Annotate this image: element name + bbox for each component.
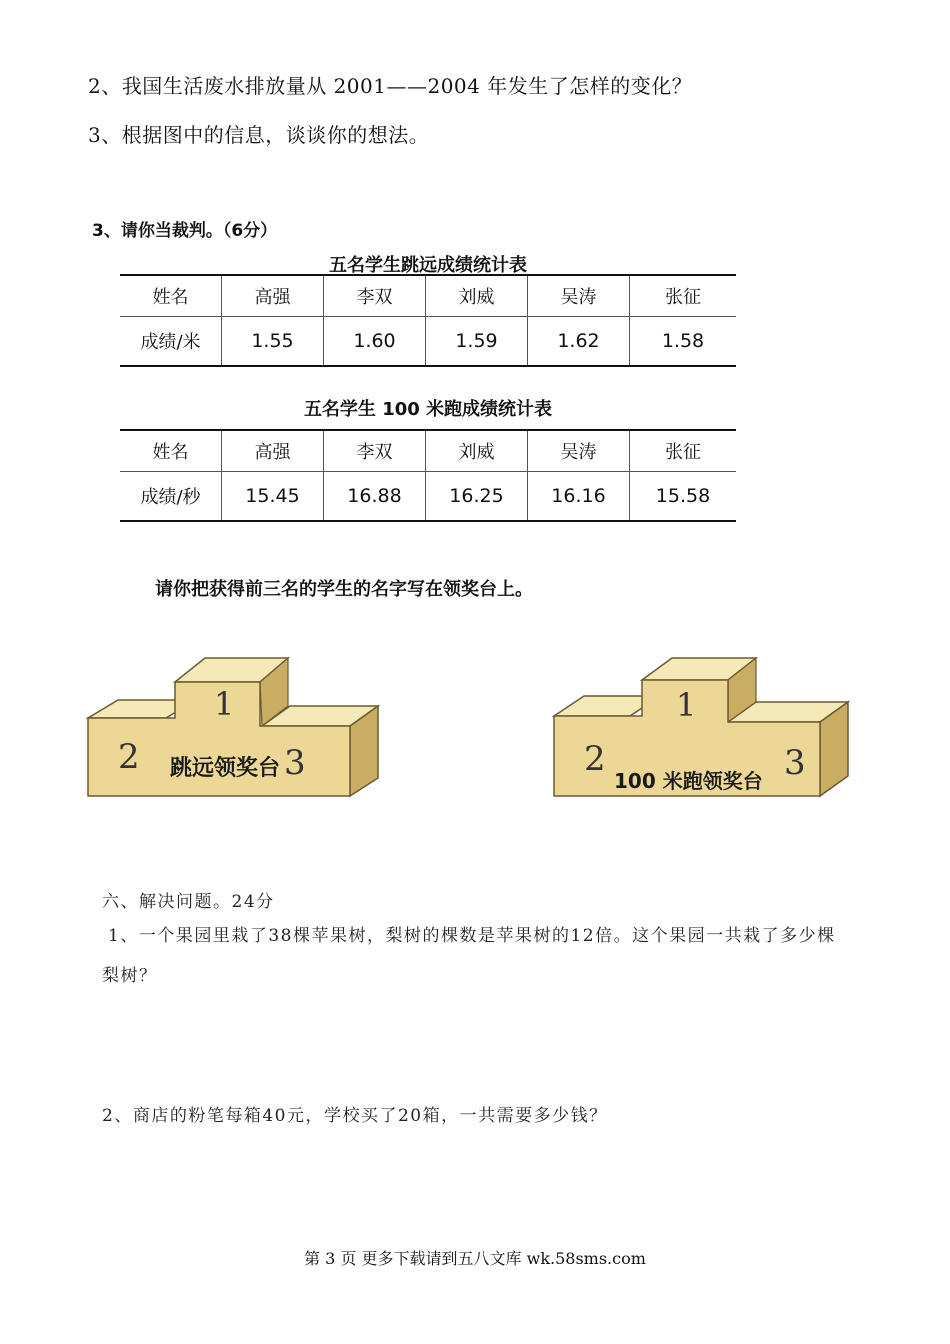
place-1-number: 1 [676, 686, 697, 724]
table-cell: 成绩/秒 [120, 472, 222, 522]
table-cell: 高强 [222, 430, 324, 472]
table-row [120, 472, 736, 522]
question-3-text: 3、根据图中的信息，谈谈你的想法。 [88, 123, 430, 147]
long-jump-table [120, 274, 736, 367]
table-row [120, 317, 736, 367]
problem-1-line-2: 梨树？ [102, 966, 158, 986]
table-cell: 李双 [324, 430, 426, 472]
section-6-title: 六、解决问题。24分 [102, 892, 275, 912]
table-cell: 张征 [630, 430, 737, 472]
table-header-row [120, 430, 736, 472]
table-cell: 刘威 [426, 430, 528, 472]
table-cell: 吴涛 [528, 275, 630, 317]
run-100m-caption: 五名学生 100 米跑成绩统计表 [303, 399, 553, 420]
place-2-number: 2 [584, 739, 606, 779]
podium-instruction: 请你把获得前三名的学生的名字写在领奖台上。 [155, 579, 533, 600]
question-2-text: 2、我国生活废水排放量从 2001——2004 年发生了怎样的变化？ [88, 74, 693, 98]
table-cell: 15.58 [655, 485, 711, 507]
problem-2-text: 2、商店的粉笔每箱40元，学校买了20箱，一共需要多少钱？ [102, 1106, 608, 1126]
place-3-number: 3 [784, 743, 806, 783]
table-cell: 1.62 [528, 317, 630, 367]
section-3-title: 3、请你当裁判。（6分） [92, 221, 278, 241]
table-cell: 16.25 [426, 472, 528, 522]
table-cell: 16.88 [324, 472, 426, 522]
table-cell: 张征 [630, 275, 737, 317]
table-cell: 1.55 [222, 317, 324, 367]
place-3-number: 3 [284, 743, 306, 783]
table-cell: 刘威 [426, 275, 528, 317]
table-cell: 15.45 [222, 472, 324, 522]
long-jump-caption: 五名学生跳远成绩统计表 [329, 255, 527, 276]
table-header-row [120, 275, 736, 317]
table-cell: 1.60 [324, 317, 426, 367]
page-footer: 第 3 页 更多下载请到五八文库 wk.58sms.com [304, 1249, 646, 1268]
long-jump-podium-label: 跳远领奖台 [170, 756, 281, 781]
table-cell: 成绩/米 [120, 317, 222, 367]
table-cell: 16.16 [528, 472, 630, 522]
table-cell: 1.59 [426, 317, 528, 367]
table-cell: 吴涛 [528, 430, 630, 472]
table-cell: 李双 [324, 275, 426, 317]
place-1-number: 1 [214, 685, 235, 723]
run-100m-table [120, 429, 736, 522]
table-cell: 高强 [222, 275, 324, 317]
run-100m-podium-label: 100 米跑领奖台 [614, 769, 763, 793]
problem-1-line-1: 1、一个果园里栽了38棵苹果树，梨树的棵数是苹果树的12倍。这个果园一共栽了多少棵 [108, 926, 836, 946]
table-cell: 1.58 [661, 330, 705, 352]
place-2-number: 2 [118, 737, 140, 777]
table-cell: 姓名 [120, 430, 222, 472]
table-cell: 姓名 [120, 275, 222, 317]
